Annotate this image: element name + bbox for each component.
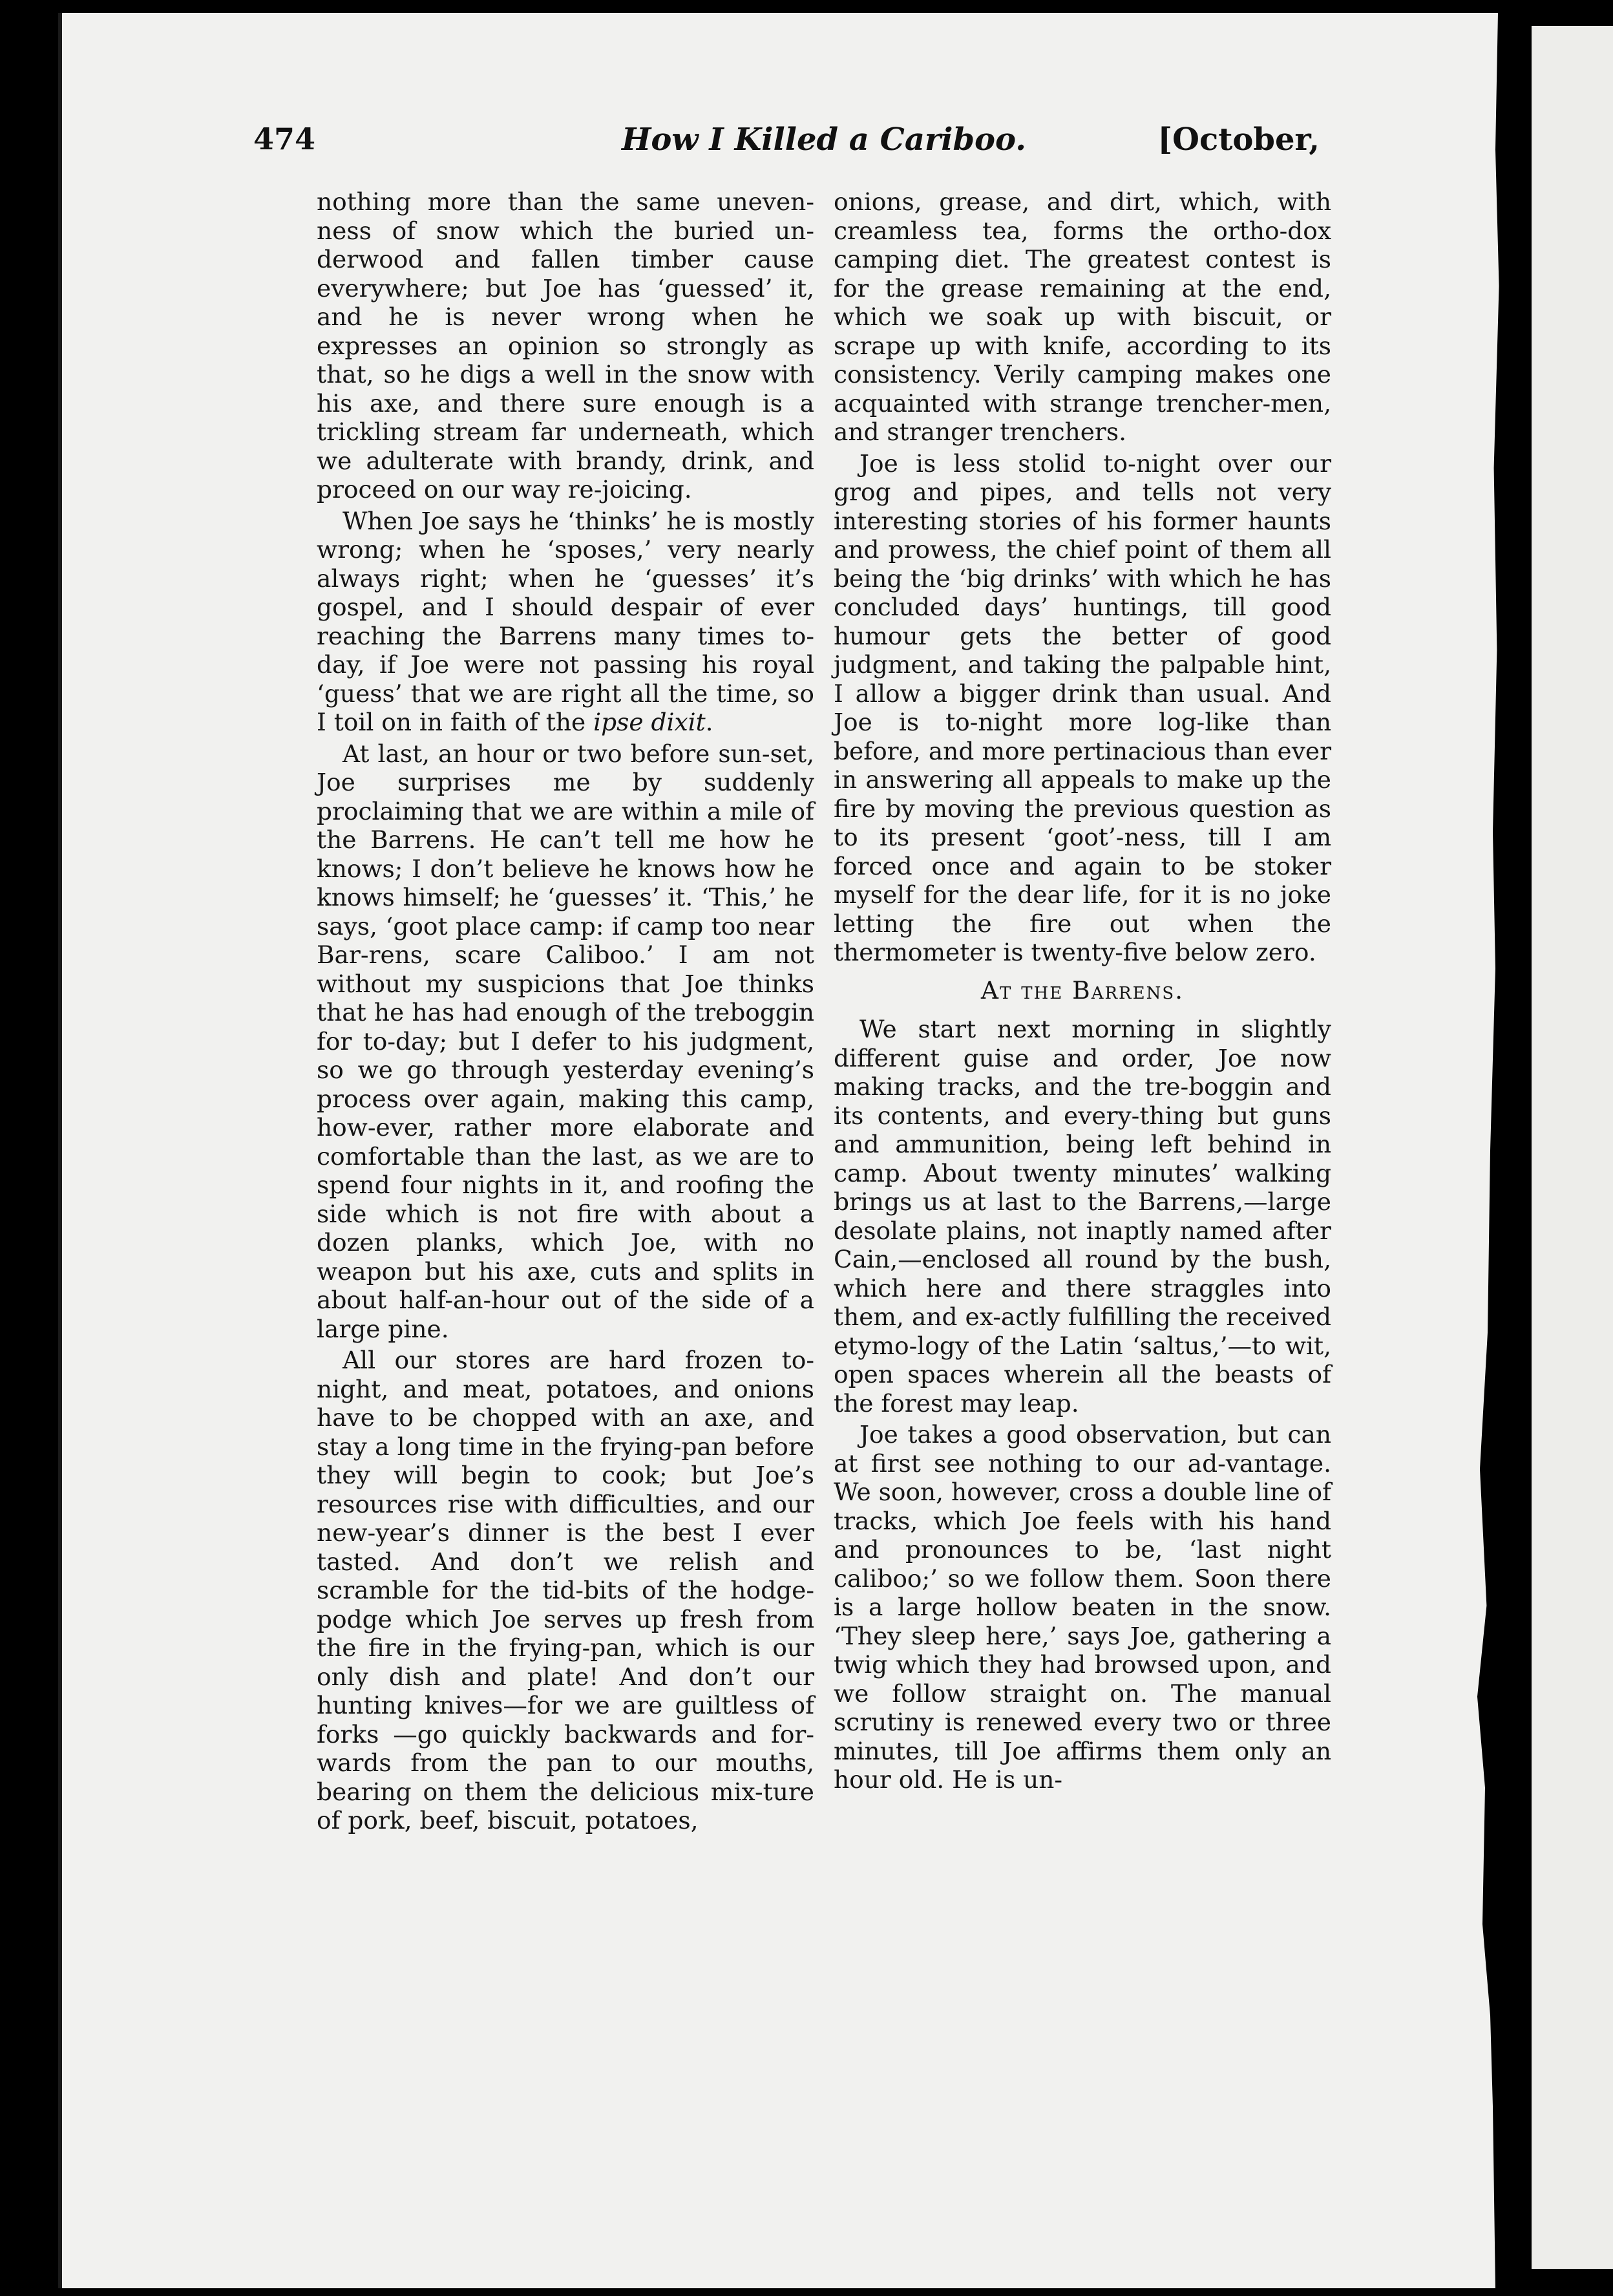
- torn-page-edge: [1467, 13, 1519, 2288]
- running-title: How I Killed a Cariboo.: [622, 122, 1026, 158]
- paragraph: All our stores are hard frozen to-night, and meat, potatoes, and onions have to be chopped with an axe, and stay a long time in the frying-pan before they will begin to cook; but Joe’s resources rise with difficulties, and our new-year’s dinner is the best I ever tasted. And don’t we relish and scramble for the tid-bits of the hodge-podge which Joe serves up fresh from the fire in the frying-pan, which is our only dish and plate! And don’t our hunting knives—for we are guiltless of forks —go quickly backwards and for-wards from the pan to our mouths, bearing on them the delicious mix-ture of pork, beef, biscuit, potatoes,: [317, 1346, 814, 1834]
- right-column: [834, 187, 1331, 1797]
- left-column: [317, 187, 814, 1838]
- paragraph: [317, 507, 814, 737]
- running-header: [253, 115, 1320, 173]
- paragraph: Joe takes a good observation, but can at first see nothing to our ad-vantage. We soon, however, cross a double line of tracks, which Joe feels with his hand and pronounces to be, ‘last night caliboo;’ so we follow them. Soon there is a large hollow beaten in the snow. ‘They sleep here,’ says Joe, gathering a twig which they had browsed upon, and we follow straight on. The manual scrutiny is renewed every two or three minutes, till Joe affirms them only an hour old. He is un-: [834, 1420, 1331, 1794]
- paragraph-text: .: [705, 708, 713, 736]
- paragraph: We start next morning in slightly different guise and order, Joe now making tracks, and the tre-boggin and its contents, and every-thing but guns and ammunition, being left behind in camp. About twenty minutes’ walking brings us at last to the Barrens,—large desolate plains, not inaptly named after Cain,—enclosed all round by the bush, which here and there straggles into them, and ex-actly fulfilling the received etymo-logy of the Latin ‘saltus,’—to wit, open spaces wherein all the beasts of the forest may leap.: [834, 1015, 1331, 1418]
- page-number: 474: [253, 122, 316, 156]
- running-month: [October,: [1157, 122, 1320, 158]
- paragraph: onions, grease, and dirt, which, with creamless tea, forms the ortho-dox camping diet. The greatest contest is for the grease remaining at the end, which we soak up with biscuit, or scrape up with knife, according to its consistency. Verily camping makes one acquainted with strange trencher-men, and stranger trenchers.: [834, 187, 1331, 446]
- adjacent-page-edge: [1532, 26, 1613, 2269]
- italic-phrase: ipse dixit: [593, 708, 706, 736]
- paragraph-text: When Joe says he ‘thinks’ he is mostly wrong; when he ‘sposes,’ very nearly always right; when he ‘guesses’ it’s gospel, and I should despair of ever reaching the Barrens many times to-day, if Joe were not passing his royal ‘guess’ that we are right all the time, so I toil on in faith of the: [317, 506, 814, 736]
- section-heading: At the Barrens.: [980, 975, 1185, 1004]
- paragraph: Joe is less stolid to-night over our grog and pipes, and tells not very interesting stories of his former haunts and prowess, the chief point of them all being the ‘big drinks’ with which he has concluded days’ huntings, till good humour gets the better of good judgment, and taking the palpable hint, I allow a bigger drink than usual. And Joe is to-night more log-like than before, and more pertinacious than ever in answering all appeals to make up the fire by moving the previous question as to its present ‘goot’-ness, till I am forced once and again to be stoker myself for the dear life, for it is no joke letting the fire out when the thermometer is twenty-five below zero.: [834, 449, 1331, 966]
- paragraph: nothing more than the same uneven-ness of snow which the buried un-derwood and fallen timber cause everywhere; but Joe has ‘guessed’ it, and he is never wrong when he expresses an opinion so strongly as that, so he digs a well in the snow with his axe, and there sure enough is a trickling stream far underneath, which we adulterate with brandy, drink, and proceed on our way re-joicing.: [317, 187, 814, 504]
- paragraph: At last, an hour or two before sun-set, Joe surprises me by suddenly proclaiming that we are within a mile of the Barrens. He can’t tell me how he knows; I don’t believe he knows how he knows himself; he ‘guesses’ it. ‘This,’ he says, ‘goot place camp: if camp too near Bar-rens, scare Caliboo.’ I am not without my suspicions that Joe thinks that he has had enough of the treboggin for to-day; but I defer to his judgment, so we go through yesterday evening’s process over again, making this camp, how-ever, rather more elaborate and comfortable than the last, as we are to spend four nights in it, and roofing the side which is not fire with about a dozen planks, which Joe, with no weapon but his axe, cuts and splits in about half-an-hour out of the side of a large pine.: [317, 739, 814, 1343]
